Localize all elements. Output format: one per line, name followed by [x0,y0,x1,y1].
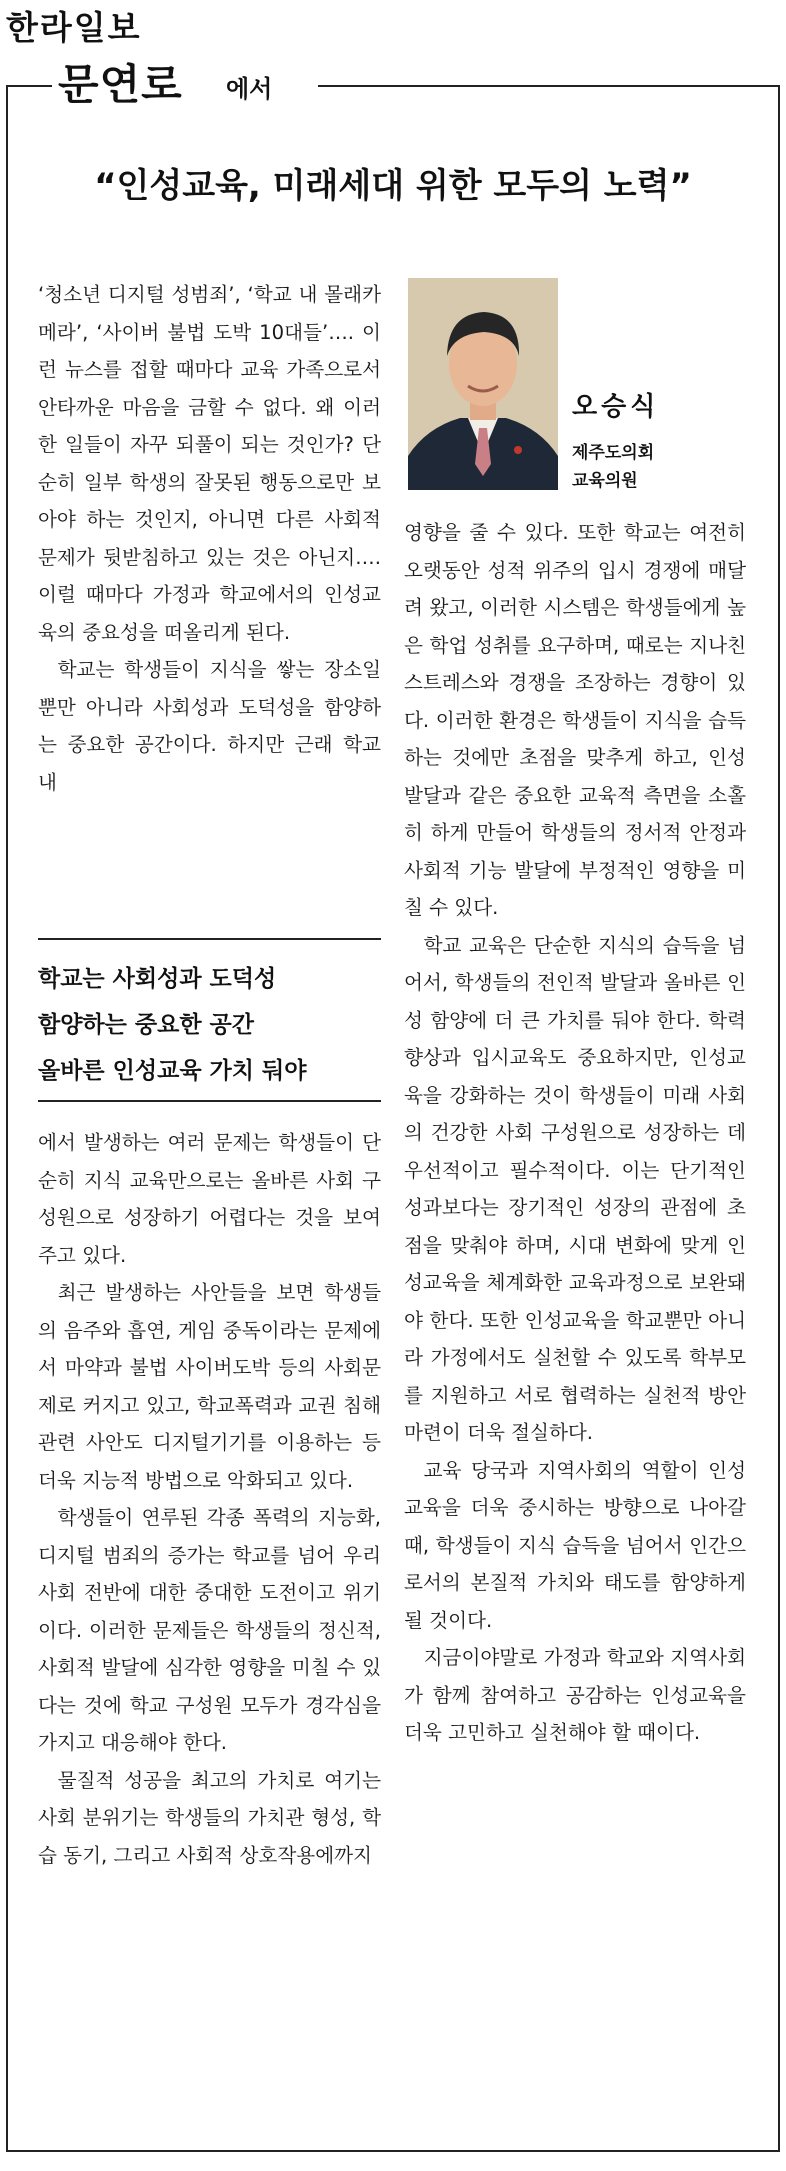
pull-quote-line: 함양하는 중요한 공간 [38,1012,254,1038]
body-paragraph: 학교 교육은 단순한 지식의 습득을 넘어서, 학생들의 전인적 발달과 올바른 인성 함양에 더 큰 가치를 둬야 한다. 학력 향상과 입시교육도 중요하지만, 인성교육을 강화하는 것이 학생들이 미래 사회의 건강한 사회 구성원으로 성장하는 데 우선적이고 필수적이다. 이는 단기적인 성과보다는 장기적인 성장의 관점에 초점을 맞춰야 하며, 시대 변화에 맞게 인성교육을 체계화한 교육과정으로 보완돼야 한다. 또한 인성교육을 학교뿐만 아니라 가정에서도 실천할 수 있도록 학부모를 지원하고 서로 협력하는 실천적 방안 마련이 더욱 절실하다. [404,933,746,1444]
body-paragraph: 지금이야말로 가정과 학교와 지역사회가 함께 참여하고 공감하는 인성교육을 더욱 고민하고 실천해야 할 때이다. [404,1646,746,1744]
body-paragraph: 교육 당국과 지역사회의 역할이 인성교육을 더욱 중시하는 방향으로 나아갈 때, 학생들이 지식 습득을 넘어서 인간으로서의 본질적 가치와 태도를 함양하게 될 것이다. [404,1458,746,1632]
column-name-suffix: 에서 [226,75,273,103]
author-photo [408,278,558,490]
body-paragraph: 물질적 성공을 최고의 가치로 여기는 사회 분위기는 학생들의 가치관 형성, 학습 동기, 그리고 사회적 상호작용에까지 [38,1768,381,1867]
article-column-left-bottom [38,1124,381,1874]
author-portrait-icon [408,278,558,490]
author-role: 교육의원 [572,471,638,491]
author-block [404,276,746,498]
pull-quote-rule-bottom [38,1100,381,1102]
body-paragraph: ‘청소년 디지털 성범죄’, ‘학교 내 몰래카메라’, ‘사이버 불법 도박 10대들’…. 이런 뉴스를 접할 때마다 교육 가족으로서 안타까운 마음을 금할 수 없다. 왜 이러한 일들이 자꾸 되풀이 되는 것인가? 단순히 일부 학생의 잘못된 행동으로만 보아야 하는 것인지, 아니면 다른 사회적 문제가 뒷받침하고 있는 것은 아닌지…. 이럴 때마다 가정과 학교에서의 인성교육의 중요성을 떠올리게 된다. [38,283,381,644]
pull-quote-rule-top [38,938,381,940]
body-paragraph: 에서 발생하는 여러 문제는 학생들이 단순히 지식 교육만으로는 올바른 사회 구성원으로 성장하기 어렵다는 것을 보여주고 있다. [38,1131,381,1267]
body-paragraph: 영향을 줄 수 있다. 또한 학교는 여전히 오랫동안 성적 위주의 입시 경쟁에 매달려 왔고, 이러한 시스템은 학생들에게 높은 학업 성취를 요구하며, 때로는 지나친 스트레스와 경쟁을 조장하는 경향이 있다. 이러한 환경은 학생들이 지식을 습득하는 것에만 초점을 맞추게 하고, 인성 발달과 같은 중요한 교육적 측면을 소홀히 하게 만들어 학생들의 정서적 안정과 사회적 기능 발달에 부정적인 영향을 미칠 수 있다. [404,521,746,919]
article-headline: “인성교육, 미래세대 위한 모두의 노력” [94,166,692,206]
newspaper-name: 한라일보 [6,8,142,47]
author-organization: 제주도의회 [572,443,655,463]
body-paragraph: 학교는 학생들이 지식을 쌓는 장소일 뿐만 아니라 사회성과 도덕성을 함양하는 중요한 공간이다. 하지만 근래 학교 내 [38,658,381,794]
pull-quote-line: 학교는 사회성과 도덕성 [38,966,277,992]
article-column-left-top [38,276,381,801]
pull-quote-line: 올바른 인성교육 가치 둬야 [38,1058,307,1084]
column-name: 문연로 [58,60,183,109]
body-paragraph: 학생들이 연루된 각종 폭력의 지능화, 디지털 범죄의 증가는 학교를 넘어 우리 사회 전반에 대한 중대한 도전이고 위기이다. 이러한 문제들은 학생들의 정신적, 사회적 발달에 심각한 영향을 미칠 수 있다는 것에 학교 구성원 모두가 경각심을 가지고 대응해야 한다. [38,1506,381,1754]
body-paragraph: 최근 발생하는 사안들을 보면 학생들의 음주와 흡연, 게임 중독이라는 문제에서 마약과 불법 사이버도박 등의 사회문제로 커지고 있고, 학교폭력과 교권 침해 관련 사안도 디지털기기를 이용하는 등 더욱 지능적 방법으로 악화되고 있다. [38,1281,381,1492]
author-name: 오승식 [572,392,660,422]
article-column-right [404,514,746,1752]
